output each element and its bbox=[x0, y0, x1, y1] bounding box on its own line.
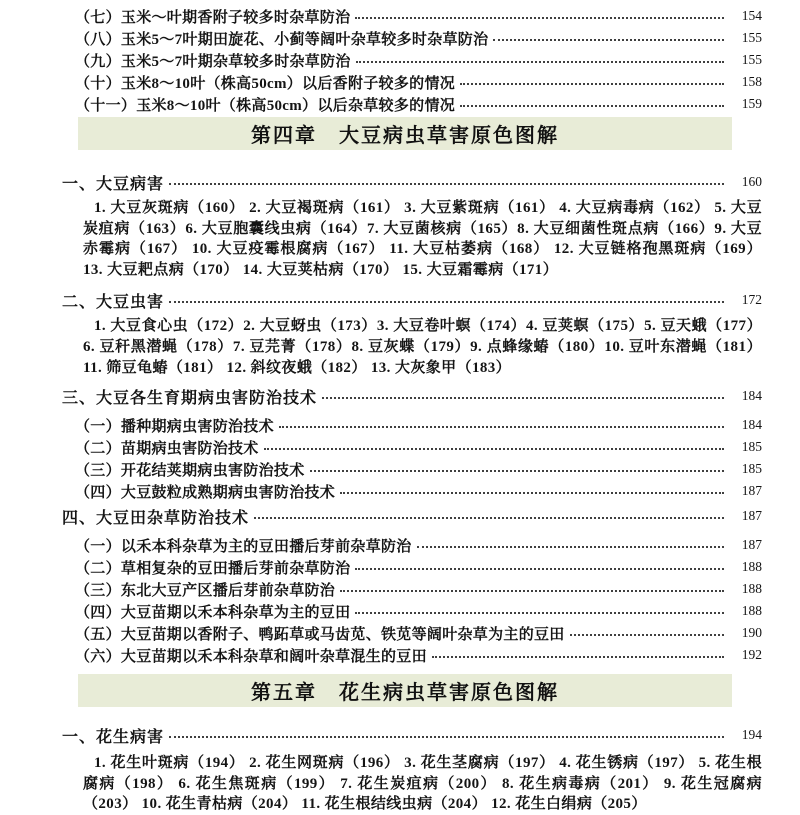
toc-entry-label: （九）玉米5～7叶期杂草较多时杂草防治 bbox=[75, 53, 351, 70]
toc-entry bbox=[62, 436, 762, 458]
dot-leader bbox=[460, 105, 724, 107]
dot-leader bbox=[169, 736, 724, 738]
page-number: 184 bbox=[741, 388, 762, 404]
page-number: 172 bbox=[741, 292, 762, 308]
toc-entry bbox=[62, 600, 762, 622]
page-number: 155 bbox=[741, 30, 762, 45]
page-number: 188 bbox=[741, 559, 762, 575]
index-paragraph-soybean-pests: 1. 大豆食心虫（172）2. 大豆蚜虫（173）3. 大豆卷叶螟（174）4. 豆荚螟（175）5. 豆天蛾（177）6. 豆秆黑潜蝇（178）7. 豆芫菁（178）8. 豆灰蝶（179）9. 点蜂缘蝽（180）10. 豆叶东潜蝇（181）11. 筛豆龟蝽（181） 12. 斜纹夜蛾（182） 13. 大灰象甲（183） bbox=[83, 318, 762, 376]
chapter4-banner bbox=[78, 117, 732, 150]
section-heading-label: 四、大豆田杂草防治技术 bbox=[62, 509, 250, 527]
toc-entry bbox=[62, 414, 762, 436]
dot-leader bbox=[493, 39, 724, 41]
section-heading-label: 一、大豆病害 bbox=[62, 175, 165, 193]
dot-leader bbox=[264, 448, 724, 450]
toc-entry bbox=[62, 458, 762, 480]
section-heading-label: 一、花生病害 bbox=[62, 728, 165, 746]
dot-leader bbox=[322, 397, 724, 399]
index-paragraph-soybean-diseases: 1. 大豆灰斑病（160） 2. 大豆褐斑病（161） 3. 大豆紫斑病（161） 4. 大豆病毒病（162） 5. 大豆炭疽病（163）6. 大豆胞囊线虫病（164）7. 大豆菌核病（165）8. 大豆细菌性斑点病（166）9. 大豆赤霉病（167） 10. 大豆疫霉根腐病（167） 11. 大豆枯萎病（168） 12. 大豆链格孢黑斑病（169） 13. 大豆耙点病（170） 14. 大豆荚枯病（170） 15. 大豆霜霉病（171） bbox=[83, 200, 762, 278]
section-heading-peanut-diseases bbox=[62, 725, 762, 745]
dot-leader bbox=[570, 634, 724, 636]
page-number: 190 bbox=[741, 625, 762, 641]
dot-leader bbox=[169, 183, 724, 185]
toc-entry-label: （三）开花结荚期病虫害防治技术 bbox=[75, 462, 305, 479]
toc-entry-label: （四）大豆鼓粒成熟期病虫害防治技术 bbox=[75, 484, 336, 501]
toc-entry-label: （十一）玉米8～10叶（株高50cm）以后杂草较多的情况 bbox=[75, 97, 456, 114]
toc-entry bbox=[62, 578, 762, 600]
toc-entry bbox=[62, 622, 762, 644]
toc-entry bbox=[62, 93, 762, 115]
dot-leader bbox=[279, 426, 724, 428]
toc-entry bbox=[62, 49, 762, 71]
toc-entry-label: （五）大豆苗期以香附子、鸭跖草或马齿苋、铁苋等阔叶杂草为主的豆田 bbox=[75, 626, 565, 643]
dot-leader bbox=[310, 470, 724, 472]
dot-leader bbox=[340, 492, 724, 494]
page-number: 158 bbox=[741, 74, 762, 89]
toc-entry bbox=[62, 71, 762, 93]
chapter4-title: 第四章 大豆病虫草害原色图解 bbox=[251, 125, 559, 147]
dot-leader bbox=[169, 301, 724, 303]
page-number: 187 bbox=[741, 483, 762, 499]
dot-leader bbox=[355, 612, 724, 614]
toc-entry bbox=[62, 534, 762, 556]
page-number: 187 bbox=[741, 537, 762, 553]
chapter5-title: 第五章 花生病虫草害原色图解 bbox=[251, 682, 559, 705]
page-number: 154 bbox=[741, 8, 762, 23]
section-heading-soybean-pests bbox=[62, 290, 762, 310]
page-number: 160 bbox=[741, 174, 762, 189]
dot-leader bbox=[432, 656, 724, 658]
toc-entry-label: （一）以禾本科杂草为主的豆田播后芽前杂草防治 bbox=[75, 538, 412, 555]
toc-entry-label: （六）大豆苗期以禾本科杂草和阔叶杂草混生的豆田 bbox=[75, 648, 427, 665]
page-number: 155 bbox=[741, 52, 762, 67]
toc-entry-label: （二）苗期病虫害防治技术 bbox=[75, 440, 259, 457]
toc-entry bbox=[62, 556, 762, 578]
toc-entry bbox=[62, 27, 762, 49]
section-heading-soybean-diseases bbox=[62, 172, 762, 192]
toc-entry-label: （二）草相复杂的豆田播后芽前杂草防治 bbox=[75, 560, 351, 577]
toc-entry-label: （三）东北大豆产区播后芽前杂草防治 bbox=[75, 582, 336, 599]
dot-leader bbox=[355, 568, 724, 570]
section-heading-soybean-weed-control bbox=[62, 506, 762, 526]
index-paragraph-peanut-diseases: 1. 花生叶斑病（194） 2. 花生网斑病（196） 3. 花生茎腐病（197） 4. 花生锈病（197） 5. 花生根腐病（198） 6. 花生焦斑病（199） 7. 花生炭疽病（200） 8. 花生病毒病（201） 9. 花生冠腐病（203） 10. 花生青枯病（204） 11. 花生根结线虫病（204） 12. 花生白绢病（205） bbox=[83, 755, 762, 813]
toc-entry bbox=[62, 644, 762, 666]
toc-entry-label: （十）玉米8～10叶（株高50cm）以后香附子较多的情况 bbox=[75, 75, 456, 92]
page-number: 185 bbox=[741, 439, 762, 455]
dot-leader bbox=[356, 61, 724, 63]
section-heading-soybean-control bbox=[62, 386, 762, 406]
page-number: 185 bbox=[741, 461, 762, 477]
dot-leader bbox=[355, 17, 724, 19]
dot-leader bbox=[460, 83, 724, 85]
toc-entry bbox=[62, 5, 762, 27]
page-number: 159 bbox=[741, 96, 762, 111]
chapter5-banner bbox=[78, 674, 732, 707]
page-number: 188 bbox=[741, 603, 762, 619]
toc-entry-label: （八）玉米5～7叶期田旋花、小蓟等阔叶杂草较多时杂草防治 bbox=[75, 31, 489, 48]
dot-leader bbox=[254, 517, 724, 519]
toc-entry-label: （四）大豆苗期以禾本科杂草为主的豆田 bbox=[75, 604, 351, 621]
page-number: 187 bbox=[741, 508, 762, 524]
page-number: 194 bbox=[741, 727, 762, 743]
dot-leader bbox=[417, 546, 724, 548]
dot-leader bbox=[340, 590, 724, 592]
page-number: 188 bbox=[741, 581, 762, 597]
toc-entry-label: （一）播种期病虫害防治技术 bbox=[75, 418, 274, 435]
toc-entry bbox=[62, 480, 762, 502]
toc-entry-label: （七）玉米～叶期香附子较多时杂草防治 bbox=[75, 9, 351, 26]
page-number: 192 bbox=[741, 647, 762, 663]
section-heading-label: 三、大豆各生育期病虫害防治技术 bbox=[62, 389, 318, 407]
page-number: 184 bbox=[741, 417, 762, 433]
section-heading-label: 二、大豆虫害 bbox=[62, 293, 165, 311]
